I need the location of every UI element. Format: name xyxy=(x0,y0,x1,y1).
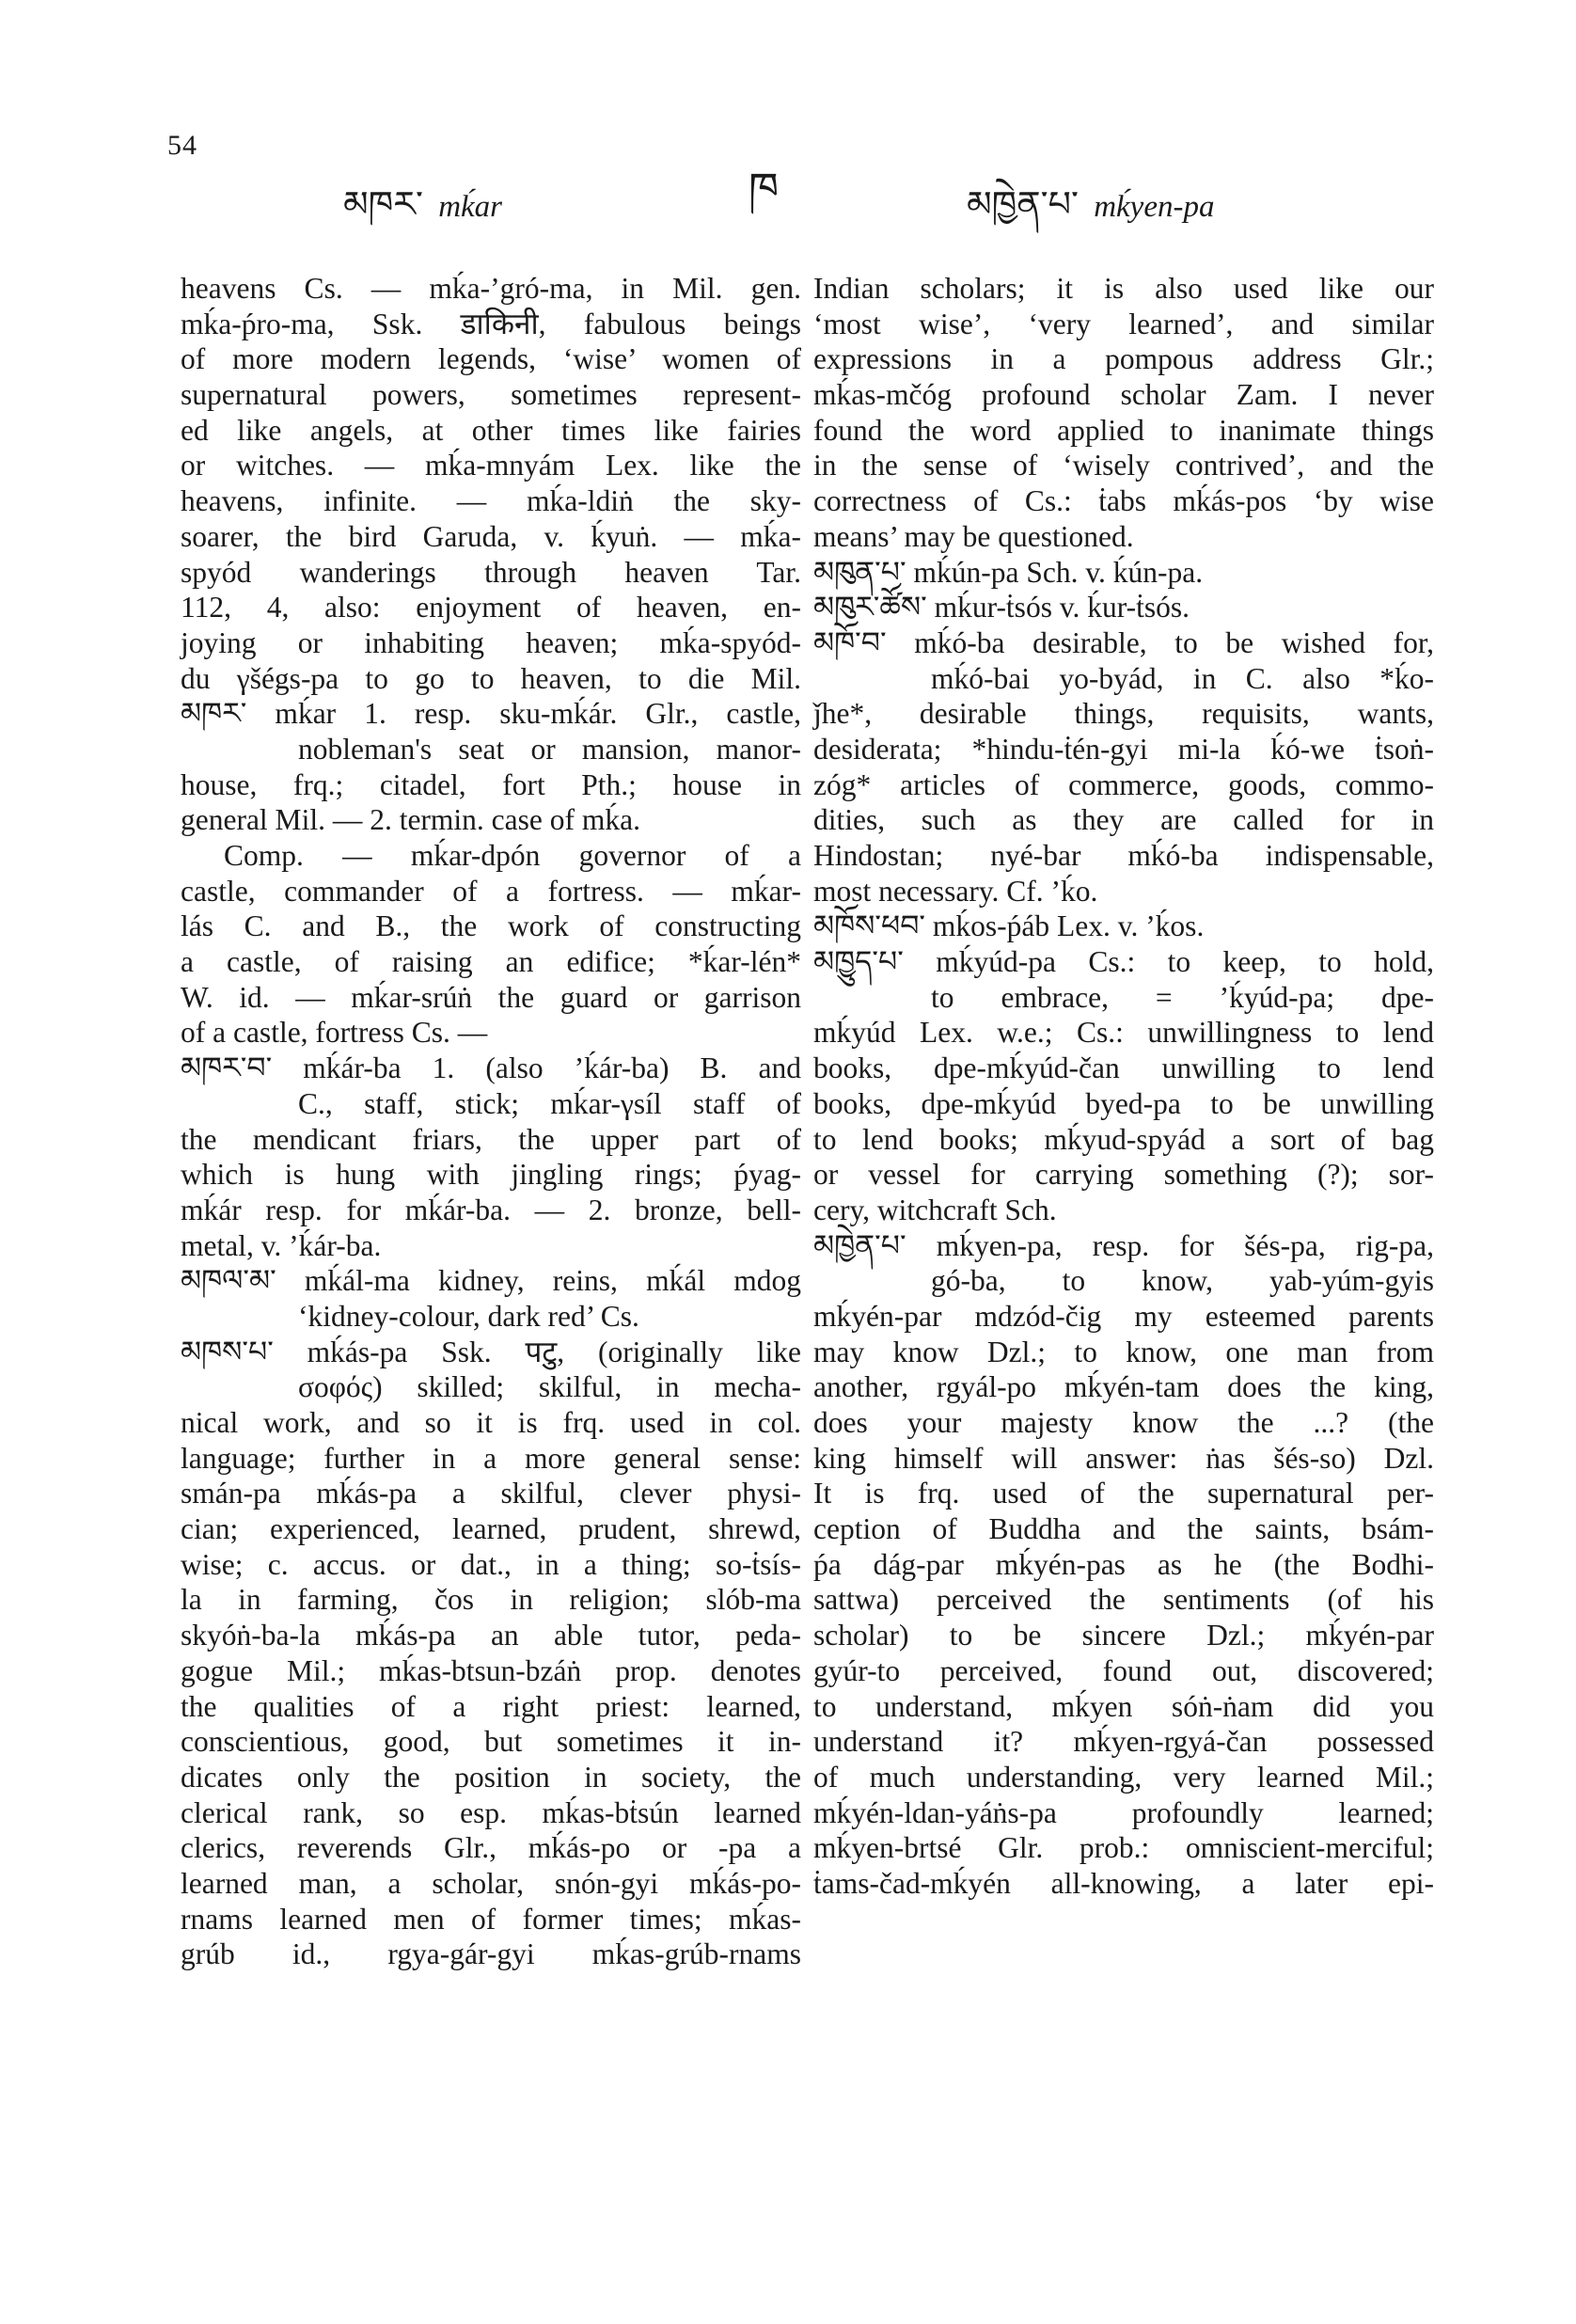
text-line: mḱyén-ldan-yáṅs-pa profoundly learned; xyxy=(813,1795,1434,1829)
text-line: mḱyén-par mdzód-čig my esteemed parents xyxy=(813,1299,1434,1333)
text-line: མཁུར་ཚོས་ mḱur-ṫsós v. ḱur-ṫsós. xyxy=(813,591,1190,624)
text-line: མཁུན་པ་ mḱún-pa Sch. v. ḱún-pa. xyxy=(813,555,1204,589)
text-line: found the word applied to inanimate things xyxy=(813,413,1434,447)
text-line: mḱas-mčóg profound scholar Zam. I never xyxy=(813,378,1434,412)
text-line: nical work, and so it is frq. used in col. xyxy=(181,1406,801,1439)
text-line: or witches. — mḱa-mnyám Lex. like the xyxy=(181,449,801,482)
text-line: cery, witchcraft Sch. xyxy=(813,1193,1057,1226)
text-line: understand it? mḱyen-rgyá-čan possessed xyxy=(813,1725,1434,1759)
text-line: means’ may be questioned. xyxy=(813,519,1134,553)
text-line: མཁས་པ་ mḱás-pa Ssk. पटु, (originally like xyxy=(181,1335,801,1368)
page-number: 54 xyxy=(167,130,197,161)
text-line: Hindostan; nyé-bar mḱó-ba indispensable, xyxy=(813,839,1434,872)
text-line: a castle, of raising an edifice; *ḱar-lén* xyxy=(181,945,801,979)
text-line: ception of Buddha and the saints, bsám- xyxy=(813,1512,1434,1546)
text-line: མཁར་ mḱar 1. resp. sku-mḱár. Glr., castle, xyxy=(181,697,801,731)
text-line: heavens Cs. — mḱa-ʼgró-ma, in Mil. gen. xyxy=(181,272,801,305)
text-line: in the sense of ‘wisely contrived’, and the xyxy=(813,449,1434,482)
text-line: language; further in a more general sense: xyxy=(181,1441,801,1475)
text-line: does your majesty know the ...? (the xyxy=(813,1406,1434,1439)
text-line: nobleman's seat or mansion, manor- xyxy=(298,732,801,766)
text-line: wise; c. accus. or dat., in a thing; so-ṫsís- xyxy=(181,1547,801,1581)
text-line: to lend books; mḱyud-spyád a sort of bag xyxy=(813,1122,1434,1156)
text-line: ṕa dág-par mḱyén-pas as he (the Bodhi- xyxy=(813,1547,1434,1581)
text-line: མཁོས་ཕབ་ mḱos-ṕáb Lex. v. ʼḱos. xyxy=(813,909,1205,943)
text-line: W. id. — mḱar-srúṅ the guard or garrison xyxy=(181,980,801,1014)
text-line: rnams learned men of former times; mḱas- xyxy=(181,1902,801,1936)
text-line: gogue Mil.; mḱas-btsun-bzáṅ prop. denotes xyxy=(181,1653,801,1687)
text-line: gyúr-to perceived, found out, discovered; xyxy=(813,1653,1434,1687)
left-column xyxy=(181,271,801,1972)
text-line: σοφός) skilled; skilful, in mecha- xyxy=(298,1370,801,1404)
text-line: the mendicant friars, the upper part of xyxy=(181,1122,801,1156)
text-line: correctness of Cs.: ṫabs mḱás-pos ‘by wise xyxy=(813,484,1434,518)
running-head-right-roman: mḱyen-pa xyxy=(1094,190,1215,224)
text-line: mḱyúd Lex. w.e.; Cs.: unwillingness to lend xyxy=(813,1016,1434,1050)
text-line: མཁྱེན་པ་ mḱyen-pa, resp. for šés-pa, rig-pa, xyxy=(813,1228,1434,1262)
text-line: མཁོ་བ་ mḱó-ba desirable, to be wished for, xyxy=(813,625,1434,659)
text-line: house, frq.; citadel, fort Pth.; house in xyxy=(181,767,801,801)
text-line: ‘kidney-colour, dark red’ Cs. xyxy=(298,1299,639,1333)
text-line: learned man, a scholar, snón-gyi mḱás-po- xyxy=(181,1866,801,1900)
text-line: desiderata; *hindu-ṫén-gyi mi-la ḱó-we ṫsoṅ- xyxy=(813,732,1434,766)
text-line: mḱyen-brtsé Glr. prob.: omniscient-merciful; xyxy=(813,1831,1434,1865)
text-line: joying or inhabiting heaven; mḱa-spyód- xyxy=(181,625,801,659)
text-line: clerics, reverends Glr., mḱás-po or -pa a xyxy=(181,1831,801,1865)
text-line: of a castle, fortress Cs. — xyxy=(181,1016,488,1050)
text-line: clerical rank, so esp. mḱas-bṫsún learned xyxy=(181,1795,801,1829)
text-line: of more modern legends, ‘wise’ women of xyxy=(181,342,801,376)
text-line: the qualities of a right priest: learned, xyxy=(181,1689,801,1723)
text-line: books, dpe-mḱyúd byed-pa to be unwilling xyxy=(813,1086,1434,1120)
text-line: may know Dzl.; to know, one man from xyxy=(813,1335,1434,1368)
running-head-left-tibetan: མཁར་ xyxy=(343,183,423,225)
text-line: gó-ba, to know, yab-yúm-gyis xyxy=(931,1264,1434,1298)
text-line: sattwa) perceived the sentiments (of his xyxy=(813,1583,1434,1617)
text-line: soarer, the bird Garuda, v. ḱyuṅ. — mḱa- xyxy=(181,519,801,553)
text-line: which is hung with jingling rings; ṕyag- xyxy=(181,1158,801,1192)
text-line: ‘most wise’, ‘very learned’, and similar xyxy=(813,307,1434,340)
right-column xyxy=(813,271,1434,1902)
text-line: supernatural powers, sometimes represent- xyxy=(181,378,801,412)
text-line: མཁར་བ་ mḱár-ba 1. (also ʼḱár-ba) B. and xyxy=(181,1051,801,1085)
text-line: It is frq. used of the supernatural per- xyxy=(813,1477,1434,1510)
running-head-right-tibetan: མཁྱེན་པ་ xyxy=(967,183,1079,225)
text-line: ǰhe*, desirable things, requisits, wants, xyxy=(813,697,1434,731)
text-line: ṫams-čad-mḱyén all-knowing, a later epi- xyxy=(813,1866,1434,1900)
running-head-left xyxy=(343,165,502,265)
text-line: or vessel for carrying something (?); sor- xyxy=(813,1158,1434,1192)
text-line: la in farming, čos in religion; slób-ma xyxy=(181,1583,801,1617)
text-line: lás C. and B., the work of constructing xyxy=(181,909,801,943)
text-line: conscientious, good, but sometimes it in- xyxy=(181,1725,801,1759)
text-line: dities, such as they are called for in xyxy=(813,803,1434,837)
text-line: to embrace, = ʼḱyúd-pa; dpe- xyxy=(931,980,1434,1014)
text-line: to understand, mḱyen sóṅ-ṅam did you xyxy=(813,1689,1434,1723)
text-line: མཁལ་མ་ mḱál-ma kidney, reins, mḱál mdog xyxy=(181,1264,801,1298)
text-line: castle, commander of a fortress. — mḱar- xyxy=(181,874,801,908)
text-line: books, dpe-mḱyúd-čan unwilling to lend xyxy=(813,1051,1434,1085)
text-line: ed like angels, at other times like fairies xyxy=(181,413,801,447)
text-line: skyóṅ-ba-la mḱás-pa an able tutor, peda- xyxy=(181,1619,801,1652)
text-line: general Mil. — 2. termin. case of mḱa. xyxy=(181,803,640,837)
text-line: smán-pa mḱás-pa a skilful, clever physi- xyxy=(181,1477,801,1510)
running-head-left-roman: mḱar xyxy=(438,190,503,224)
text-line: expressions in a pompous address Glr.; xyxy=(813,342,1434,376)
text-line: cian; experienced, learned, prudent, shrewd, xyxy=(181,1512,801,1546)
text-line: scholar) to be sincere Dzl.; mḱyén-par xyxy=(813,1619,1434,1652)
text-line: 112, 4, also: enjoyment of heaven, en- xyxy=(181,591,801,624)
text-line: metal, v. ʼḱár-ba. xyxy=(181,1228,382,1262)
text-line: another, rgyál-po mḱyén-tam does the king, xyxy=(813,1370,1434,1404)
text-line: mḱár resp. for mḱár-ba. — 2. bronze, bell- xyxy=(181,1193,801,1226)
text-line: mḱó-bai yo-byád, in C. also *ḱo- xyxy=(931,661,1434,695)
text-line: du γšégs-pa to go to heaven, to die Mil. xyxy=(181,661,801,695)
text-line: C., staff, stick; mḱar-γsíl staff of xyxy=(298,1086,801,1120)
text-line: mḱa-ṕro-ma, Ssk. डाकिनी, fabulous beings xyxy=(181,307,801,340)
text-line: grúb id., rgya-gár-gyi mḱas-grúb-rnams xyxy=(181,1937,801,1971)
text-line: heavens, infinite. — mḱa-ldiṅ the sky- xyxy=(181,484,801,518)
text-line: Comp. — mḱar-dpón governor of a xyxy=(224,839,801,872)
text-line: dicates only the position in society, the xyxy=(181,1760,801,1794)
text-line: spyód wanderings through heaven Tar. xyxy=(181,555,801,589)
running-head-right xyxy=(967,165,1214,265)
running-head-center-letter: ཁ xyxy=(749,163,780,213)
text-line: མཁྱུད་པ་ mḱyúd-pa Cs.: to keep, to hold, xyxy=(813,945,1434,979)
text-line: king himself will answer: ṅas šés-so) Dzl. xyxy=(813,1441,1434,1475)
text-line: zóg* articles of commerce, goods, commo- xyxy=(813,767,1434,801)
text-line: Indian scholars; it is also used like our xyxy=(813,272,1434,305)
text-line: most necessary. Cf. ʼḱo. xyxy=(813,874,1098,908)
text-line: of much understanding, very learned Mil.; xyxy=(813,1760,1434,1794)
